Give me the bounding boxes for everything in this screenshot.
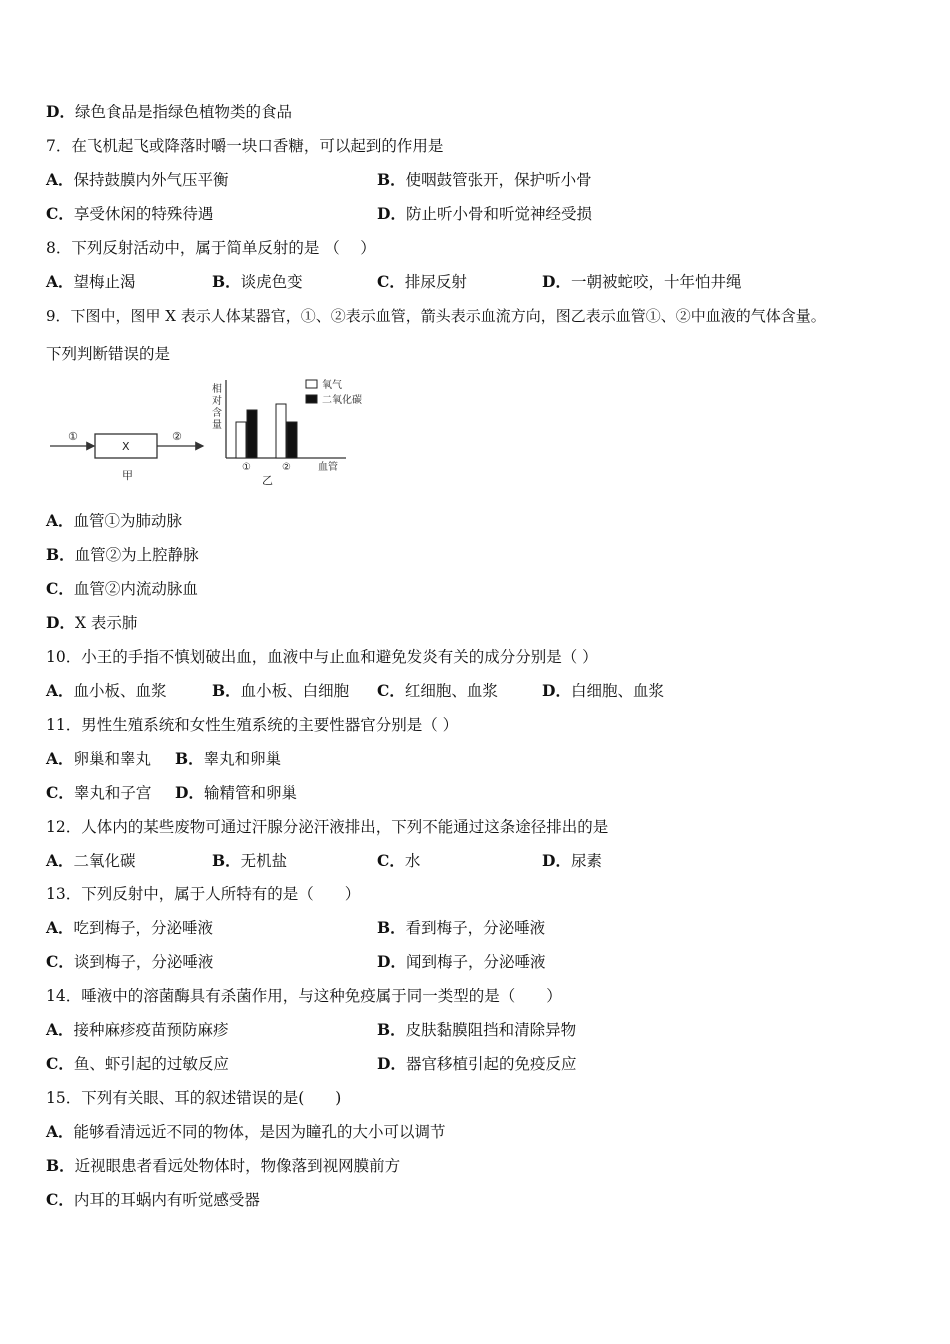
q10-option-a [46,681,167,701]
q8-option-d [542,272,741,292]
option-letter: A． [46,749,74,768]
legend-oxygen-swatch [306,380,317,388]
option-text: 谈虎色变 [240,273,303,291]
option-letter: A． [46,272,74,291]
q15-stem: 15．下列有关眼、耳的叙述错误的是( ) [46,1089,342,1107]
option-letter: C． [46,204,74,223]
legend-co2-label: 二氧化碳 [322,395,362,406]
category-1-label: ① [242,462,251,473]
q6-option-d [46,102,292,122]
option-letter: A． [46,851,74,870]
q14-option-d [377,1054,576,1074]
option-text: 享受休闲的特殊待遇 [73,205,214,223]
diagram-jia [50,430,203,482]
bar-oxygen-vessel-1 [236,422,246,458]
q7-stem: 7．在飞机起飞或降落时嚼一块口香糖，可以起到的作用是 [46,137,444,155]
option-text: 输精管和卵巢 [203,784,297,802]
q10-option-d [542,681,664,701]
q11-option-b [175,749,281,769]
option-letter: B． [377,170,406,189]
q13-option-c [46,952,213,972]
q11-option-a [46,749,151,769]
caption-yi: 乙 [262,474,273,487]
q9-option-a [46,511,182,531]
q12-option-b [212,851,287,871]
inflow-label: ① [68,430,78,443]
q15-option-b [46,1156,400,1176]
option-letter: D． [542,681,571,700]
q12-option-a [46,851,136,871]
option-text: 绿色食品是指绿色植物类的食品 [74,103,292,121]
option-text: 尿素 [570,852,602,870]
option-text: 接种麻疹疫苗预防麻疹 [73,1021,229,1039]
option-text: 卵巢和睾丸 [73,750,152,768]
option-letter: A． [46,918,74,937]
option-text: 皮肤黏膜阻挡和清除异物 [405,1021,577,1039]
q15-option-c [46,1190,260,1210]
option-letter: D． [377,1054,406,1073]
option-text: 排尿反射 [404,273,467,291]
option-letter: D． [46,102,75,121]
option-letter: C． [46,783,74,802]
q9-option-d [46,613,137,633]
y-label-char-4: 量 [212,420,222,431]
q14-option-a [46,1020,229,1040]
legend-co2-swatch [306,395,317,403]
q9-figure-svg [46,376,386,488]
option-text: 使咽鼓管张开，保护听小骨 [405,171,592,189]
option-letter: B． [212,272,241,291]
option-letter: C． [46,579,74,598]
option-text: 二氧化碳 [73,852,136,870]
option-letter: A． [46,681,74,700]
q8-stem: 8．下列反射活动中，属于简单反射的是 （ ） [46,239,376,257]
q8-option-b [212,272,303,292]
q9-option-b [46,545,199,565]
option-text: 血管②为上腔静脉 [74,546,199,564]
q7-option-c [46,204,213,224]
option-letter: B． [46,545,75,564]
option-letter: B． [175,749,204,768]
q11-option-c [46,783,151,803]
option-text: 睾丸和子宫 [73,784,152,802]
option-letter: B． [212,851,241,870]
option-letter: D． [175,783,204,802]
option-letter: A． [46,170,74,189]
y-label-char-1: 相 [212,384,222,395]
option-letter: A． [46,1020,74,1039]
q9-stem-line2: 下列判断错误的是 [46,345,171,363]
y-label-char-3: 含 [212,408,222,419]
option-letter: C． [377,681,405,700]
x-axis-label: 血管 [318,462,338,473]
option-text: 血小板、白细胞 [240,682,350,700]
q8-option-a [46,272,136,292]
caption-jia: 甲 [122,469,133,482]
q10-option-b [212,681,349,701]
q12-stem: 12．人体内的某些废物可通过汗腺分泌汗液排出，下列不能通过这条途径排出的是 [46,818,609,836]
q14-option-c [46,1054,229,1074]
option-text: 保持鼓膜内外气压平衡 [73,171,229,189]
option-text: 红细胞、血浆 [404,682,498,700]
chart-yi [212,378,362,487]
bars-group [236,404,297,458]
option-letter: D． [542,851,571,870]
option-letter: D． [542,272,571,291]
option-text: 血管②内流动脉血 [73,580,198,598]
option-letter: C． [377,272,405,291]
q9-option-c [46,579,198,599]
q10-stem: 10．小王的手指不慎划破出血，血液中与止血和避免发炎有关的成分分别是（ ） [46,648,598,666]
q14-stem: 14．唾液中的溶菌酶具有杀菌作用，与这种免疫属于同一类型的是（ ） [46,987,562,1005]
option-letter: C． [377,851,405,870]
q9-figure [46,376,386,488]
option-text: 血小板、血浆 [73,682,167,700]
option-letter: C． [46,952,74,971]
q13-stem: 13．下列反射中，属于人所特有的是（ ） [46,885,361,903]
category-2-label: ② [282,462,291,473]
option-text: X 表示肺 [74,614,138,632]
option-letter: A． [46,1122,74,1141]
q15-option-a [46,1122,446,1142]
q9-stem-line1: 9．下图中，图甲 X 表示人体某器官，①、②表示血管，箭头表示血流方向，图乙表示血管①、②中血液的气体含量。 [46,307,826,325]
q8-option-c [377,272,467,292]
option-text: 水 [404,852,421,870]
option-text: 白细胞、血浆 [570,682,664,700]
q14-option-b [377,1020,576,1040]
option-text: 谈到梅子，分泌唾液 [73,953,214,971]
option-text: 内耳的耳蜗内有听觉感受器 [73,1191,260,1209]
option-letter: D． [377,204,406,223]
outflow-label: ② [172,430,182,443]
option-text: 鱼、虾引起的过敏反应 [73,1055,229,1073]
option-letter: C． [46,1054,74,1073]
option-text: 近视眼患者看远处物体时，物像落到视网膜前方 [74,1157,401,1175]
q13-option-a [46,918,213,938]
q10-option-c [377,681,498,701]
option-text: 器官移植引起的免疫反应 [405,1055,577,1073]
option-text: 闻到梅子，分泌唾液 [405,953,546,971]
option-letter: B． [377,1020,406,1039]
bar-co2-vessel-2 [287,422,297,458]
y-label-char-2: 对 [212,396,222,407]
legend-oxygen-label: 氧气 [322,380,342,391]
q7-option-b [377,170,592,190]
option-text: 无机盐 [240,852,288,870]
option-text: 一朝被蛇咬，十年怕井绳 [570,273,742,291]
organ-x-label: X [122,440,130,453]
option-text: 看到梅子，分泌唾液 [405,919,546,937]
q11-option-d [175,783,297,803]
q13-option-d [377,952,545,972]
q12-option-c [377,851,420,871]
option-letter: D． [46,613,75,632]
q13-option-b [377,918,545,938]
option-letter: D． [377,952,406,971]
q7-option-d [377,204,592,224]
option-letter: B． [46,1156,75,1175]
option-text: 血管①为肺动脉 [73,512,183,530]
q7-option-a [46,170,229,190]
option-letter: A． [46,511,74,530]
option-letter: B． [212,681,241,700]
option-letter: C． [46,1190,74,1209]
bar-co2-vessel-1 [247,410,257,458]
q12-option-d [542,851,602,871]
option-text: 防止听小骨和听觉神经受损 [405,205,592,223]
option-text: 吃到梅子，分泌唾液 [73,919,214,937]
q11-stem: 11．男性生殖系统和女性生殖系统的主要性器官分别是（ ） [46,716,459,734]
option-letter: B． [377,918,406,937]
option-text: 能够看清远近不同的物体，是因为瞳孔的大小可以调节 [73,1123,446,1141]
bar-oxygen-vessel-2 [276,404,286,458]
option-text: 睾丸和卵巢 [203,750,282,768]
option-text: 望梅止渴 [73,273,136,291]
